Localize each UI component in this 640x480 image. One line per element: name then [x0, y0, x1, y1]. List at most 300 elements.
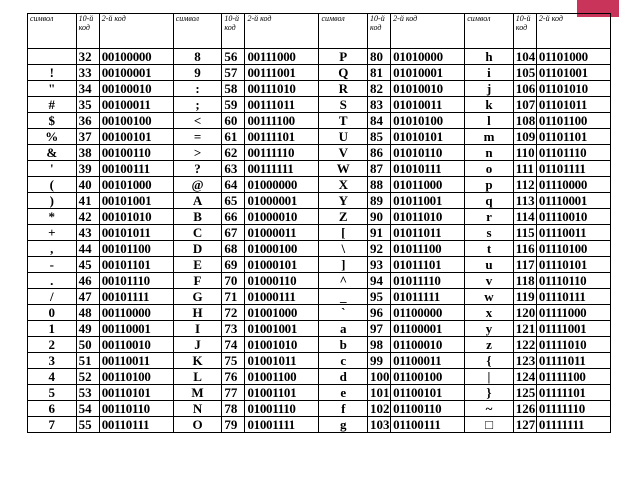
- cell-binary: 01100100: [391, 369, 465, 385]
- cell-symbol: i: [465, 65, 514, 81]
- cell-decimal: 69: [222, 257, 245, 273]
- cell-binary: 01001110: [245, 401, 319, 417]
- header-decimal: 10-й код: [76, 14, 99, 49]
- cell-symbol: ~: [465, 401, 514, 417]
- cell-binary: 01011011: [391, 225, 465, 241]
- cell-binary: 01010100: [391, 113, 465, 129]
- cell-symbol: r: [465, 209, 514, 225]
- cell-symbol: W: [319, 161, 368, 177]
- cell-binary: 01011110: [391, 273, 465, 289]
- cell-binary: 00111111: [245, 161, 319, 177]
- cell-symbol: S: [319, 97, 368, 113]
- cell-decimal: 37: [76, 129, 99, 145]
- cell-binary: 00110011: [99, 353, 173, 369]
- cell-decimal: 68: [222, 241, 245, 257]
- cell-symbol: [: [319, 225, 368, 241]
- cell-symbol: .: [28, 273, 77, 289]
- cell-decimal: 106: [513, 81, 536, 97]
- cell-binary: 01001001: [245, 321, 319, 337]
- cell-decimal: 49: [76, 321, 99, 337]
- cell-symbol: a: [319, 321, 368, 337]
- cell-binary: 00100010: [99, 81, 173, 97]
- cell-symbol: 2: [28, 337, 77, 353]
- cell-symbol: Q: [319, 65, 368, 81]
- table-row: [28, 321, 611, 337]
- cell-symbol: /: [28, 289, 77, 305]
- cell-decimal: 94: [368, 273, 391, 289]
- cell-symbol: □: [465, 417, 514, 433]
- cell-symbol: 5: [28, 385, 77, 401]
- cell-binary: 01101011: [536, 97, 610, 113]
- cell-symbol: (: [28, 177, 77, 193]
- cell-binary: 00101010: [99, 209, 173, 225]
- cell-decimal: 55: [76, 417, 99, 433]
- cell-symbol: E: [173, 257, 222, 273]
- cell-symbol: }: [465, 385, 514, 401]
- cell-decimal: 45: [76, 257, 99, 273]
- cell-binary: 01101111: [536, 161, 610, 177]
- cell-symbol: P: [319, 49, 368, 65]
- cell-binary: 01010010: [391, 81, 465, 97]
- cell-decimal: 42: [76, 209, 99, 225]
- cell-binary: 01100101: [391, 385, 465, 401]
- cell-binary: 01000000: [245, 177, 319, 193]
- cell-decimal: 44: [76, 241, 99, 257]
- cell-decimal: 41: [76, 193, 99, 209]
- cell-symbol: H: [173, 305, 222, 321]
- cell-symbol: 1: [28, 321, 77, 337]
- cell-symbol: @: [173, 177, 222, 193]
- cell-decimal: 119: [513, 289, 536, 305]
- cell-symbol: <: [173, 113, 222, 129]
- cell-symbol: s: [465, 225, 514, 241]
- table-row: [28, 273, 611, 289]
- cell-decimal: 40: [76, 177, 99, 193]
- cell-decimal: 87: [368, 161, 391, 177]
- cell-symbol: ;: [173, 97, 222, 113]
- cell-binary: 00110110: [99, 401, 173, 417]
- cell-symbol: B: [173, 209, 222, 225]
- cell-decimal: 118: [513, 273, 536, 289]
- cell-symbol: &: [28, 145, 77, 161]
- cell-symbol: _: [319, 289, 368, 305]
- cell-decimal: 47: [76, 289, 99, 305]
- cell-binary: 01110000: [536, 177, 610, 193]
- cell-binary: 01011101: [391, 257, 465, 273]
- cell-decimal: 117: [513, 257, 536, 273]
- table-row: [28, 369, 611, 385]
- cell-symbol: [28, 49, 77, 65]
- header-binary: 2-й код: [245, 14, 319, 49]
- cell-decimal: 102: [368, 401, 391, 417]
- cell-decimal: 110: [513, 145, 536, 161]
- cell-decimal: 103: [368, 417, 391, 433]
- cell-symbol: L: [173, 369, 222, 385]
- cell-decimal: 66: [222, 209, 245, 225]
- cell-symbol: b: [319, 337, 368, 353]
- header-symbol: символ: [465, 14, 514, 49]
- table-row: [28, 193, 611, 209]
- cell-symbol: K: [173, 353, 222, 369]
- cell-binary: 00100011: [99, 97, 173, 113]
- cell-binary: 01001101: [245, 385, 319, 401]
- cell-symbol: ]: [319, 257, 368, 273]
- cell-binary: 01101100: [536, 113, 610, 129]
- table-row: [28, 401, 611, 417]
- cell-symbol: X: [319, 177, 368, 193]
- cell-binary: 00110101: [99, 385, 173, 401]
- cell-binary: 01110011: [536, 225, 610, 241]
- table-header-row: [28, 14, 611, 49]
- cell-symbol: ?: [173, 161, 222, 177]
- cell-decimal: 70: [222, 273, 245, 289]
- cell-binary: 01101110: [536, 145, 610, 161]
- cell-symbol: n: [465, 145, 514, 161]
- cell-decimal: 90: [368, 209, 391, 225]
- cell-binary: 01010101: [391, 129, 465, 145]
- cell-decimal: 46: [76, 273, 99, 289]
- cell-symbol: p: [465, 177, 514, 193]
- cell-binary: 01010111: [391, 161, 465, 177]
- cell-decimal: 126: [513, 401, 536, 417]
- cell-binary: 01000011: [245, 225, 319, 241]
- cell-decimal: 124: [513, 369, 536, 385]
- cell-symbol: m: [465, 129, 514, 145]
- header-decimal: 10-й код: [222, 14, 245, 49]
- cell-decimal: 32: [76, 49, 99, 65]
- cell-symbol: ": [28, 81, 77, 97]
- cell-symbol: R: [319, 81, 368, 97]
- cell-symbol: t: [465, 241, 514, 257]
- cell-binary: 01110100: [536, 241, 610, 257]
- cell-binary: 01101000: [536, 49, 610, 65]
- cell-binary: 01000100: [245, 241, 319, 257]
- table-row: [28, 49, 611, 65]
- cell-binary: 00101000: [99, 177, 173, 193]
- cell-symbol: A: [173, 193, 222, 209]
- cell-decimal: 33: [76, 65, 99, 81]
- cell-decimal: 104: [513, 49, 536, 65]
- cell-decimal: 81: [368, 65, 391, 81]
- cell-decimal: 72: [222, 305, 245, 321]
- cell-binary: 01001100: [245, 369, 319, 385]
- cell-symbol: -: [28, 257, 77, 273]
- cell-binary: 01111011: [536, 353, 610, 369]
- cell-symbol: *: [28, 209, 77, 225]
- cell-binary: 01100001: [391, 321, 465, 337]
- cell-decimal: 59: [222, 97, 245, 113]
- cell-binary: 01111000: [536, 305, 610, 321]
- cell-decimal: 63: [222, 161, 245, 177]
- table-row: [28, 257, 611, 273]
- cell-decimal: 36: [76, 113, 99, 129]
- cell-decimal: 123: [513, 353, 536, 369]
- table-row: [28, 353, 611, 369]
- cell-symbol: y: [465, 321, 514, 337]
- header-symbol: символ: [319, 14, 368, 49]
- header-symbol: символ: [28, 14, 77, 49]
- cell-binary: 01001010: [245, 337, 319, 353]
- header-symbol: символ: [173, 14, 222, 49]
- cell-binary: 01110111: [536, 289, 610, 305]
- cell-binary: 01111001: [536, 321, 610, 337]
- cell-binary: 01101010: [536, 81, 610, 97]
- cell-binary: 01100111: [391, 417, 465, 433]
- cell-binary: 01100110: [391, 401, 465, 417]
- table-row: [28, 209, 611, 225]
- cell-decimal: 82: [368, 81, 391, 97]
- cell-decimal: 43: [76, 225, 99, 241]
- cell-symbol: >: [173, 145, 222, 161]
- cell-binary: 01000010: [245, 209, 319, 225]
- cell-decimal: 92: [368, 241, 391, 257]
- cell-decimal: 53: [76, 385, 99, 401]
- cell-decimal: 56: [222, 49, 245, 65]
- cell-decimal: 83: [368, 97, 391, 113]
- cell-symbol: v: [465, 273, 514, 289]
- cell-binary: 01000101: [245, 257, 319, 273]
- cell-decimal: 125: [513, 385, 536, 401]
- cell-decimal: 101: [368, 385, 391, 401]
- cell-decimal: 120: [513, 305, 536, 321]
- cell-decimal: 75: [222, 353, 245, 369]
- cell-decimal: 77: [222, 385, 245, 401]
- cell-binary: 01000110: [245, 273, 319, 289]
- cell-symbol: O: [173, 417, 222, 433]
- cell-binary: 00101111: [99, 289, 173, 305]
- cell-symbol: I: [173, 321, 222, 337]
- cell-decimal: 51: [76, 353, 99, 369]
- cell-binary: 01001011: [245, 353, 319, 369]
- cell-decimal: 74: [222, 337, 245, 353]
- cell-symbol: Z: [319, 209, 368, 225]
- cell-binary: 01010011: [391, 97, 465, 113]
- cell-decimal: 88: [368, 177, 391, 193]
- table-body: [28, 49, 611, 433]
- cell-symbol: |: [465, 369, 514, 385]
- cell-binary: 01111110: [536, 401, 610, 417]
- cell-decimal: 78: [222, 401, 245, 417]
- table-row: [28, 129, 611, 145]
- cell-binary: 00111110: [245, 145, 319, 161]
- cell-binary: 00111101: [245, 129, 319, 145]
- cell-binary: 00110000: [99, 305, 173, 321]
- cell-decimal: 62: [222, 145, 245, 161]
- cell-decimal: 54: [76, 401, 99, 417]
- cell-decimal: 111: [513, 161, 536, 177]
- cell-symbol: V: [319, 145, 368, 161]
- cell-symbol: %: [28, 129, 77, 145]
- cell-symbol: C: [173, 225, 222, 241]
- cell-symbol: 4: [28, 369, 77, 385]
- header-binary: 2-й код: [99, 14, 173, 49]
- cell-symbol: o: [465, 161, 514, 177]
- cell-symbol: T: [319, 113, 368, 129]
- cell-binary: 00100110: [99, 145, 173, 161]
- cell-binary: 01100011: [391, 353, 465, 369]
- table-row: [28, 241, 611, 257]
- cell-decimal: 96: [368, 305, 391, 321]
- cell-symbol: x: [465, 305, 514, 321]
- cell-symbol: g: [319, 417, 368, 433]
- cell-decimal: 107: [513, 97, 536, 113]
- cell-decimal: 97: [368, 321, 391, 337]
- cell-decimal: 109: [513, 129, 536, 145]
- cell-binary: 01011010: [391, 209, 465, 225]
- cell-symbol: c: [319, 353, 368, 369]
- cell-decimal: 58: [222, 81, 245, 97]
- cell-decimal: 91: [368, 225, 391, 241]
- cell-binary: 01010001: [391, 65, 465, 81]
- cell-symbol: q: [465, 193, 514, 209]
- cell-binary: 00111100: [245, 113, 319, 129]
- table-row: [28, 81, 611, 97]
- cell-symbol: :: [173, 81, 222, 97]
- cell-decimal: 113: [513, 193, 536, 209]
- cell-binary: 01010110: [391, 145, 465, 161]
- table-row: [28, 289, 611, 305]
- cell-symbol: #: [28, 97, 77, 113]
- cell-symbol: f: [319, 401, 368, 417]
- cell-symbol: e: [319, 385, 368, 401]
- cell-symbol: D: [173, 241, 222, 257]
- cell-decimal: 116: [513, 241, 536, 257]
- cell-decimal: 38: [76, 145, 99, 161]
- cell-binary: 01000111: [245, 289, 319, 305]
- cell-decimal: 35: [76, 97, 99, 113]
- cell-binary: 01001000: [245, 305, 319, 321]
- cell-decimal: 57: [222, 65, 245, 81]
- table-row: [28, 385, 611, 401]
- cell-binary: 00101100: [99, 241, 173, 257]
- cell-decimal: 71: [222, 289, 245, 305]
- cell-binary: 00110001: [99, 321, 173, 337]
- cell-binary: 00100101: [99, 129, 173, 145]
- cell-binary: 01010000: [391, 49, 465, 65]
- cell-binary: 01111111: [536, 417, 610, 433]
- cell-symbol: F: [173, 273, 222, 289]
- cell-decimal: 64: [222, 177, 245, 193]
- cell-decimal: 60: [222, 113, 245, 129]
- cell-binary: 00100000: [99, 49, 173, 65]
- cell-symbol: ^: [319, 273, 368, 289]
- cell-decimal: 50: [76, 337, 99, 353]
- cell-decimal: 52: [76, 369, 99, 385]
- cell-binary: 01110001: [536, 193, 610, 209]
- cell-decimal: 122: [513, 337, 536, 353]
- cell-symbol: Y: [319, 193, 368, 209]
- cell-symbol: l: [465, 113, 514, 129]
- cell-decimal: 89: [368, 193, 391, 209]
- cell-binary: 01111101: [536, 385, 610, 401]
- cell-decimal: 114: [513, 209, 536, 225]
- cell-decimal: 85: [368, 129, 391, 145]
- cell-decimal: 76: [222, 369, 245, 385]
- cell-decimal: 86: [368, 145, 391, 161]
- cell-binary: 01100000: [391, 305, 465, 321]
- cell-symbol: 6: [28, 401, 77, 417]
- cell-symbol: z: [465, 337, 514, 353]
- table-row: [28, 113, 611, 129]
- cell-decimal: 39: [76, 161, 99, 177]
- table-row: [28, 145, 611, 161]
- cell-decimal: 67: [222, 225, 245, 241]
- cell-symbol: `: [319, 305, 368, 321]
- cell-decimal: 34: [76, 81, 99, 97]
- cell-symbol: =: [173, 129, 222, 145]
- cell-binary: 01000001: [245, 193, 319, 209]
- cell-symbol: J: [173, 337, 222, 353]
- table-row: [28, 97, 611, 113]
- cell-symbol: !: [28, 65, 77, 81]
- cell-binary: 01101101: [536, 129, 610, 145]
- cell-decimal: 79: [222, 417, 245, 433]
- cell-binary: 01011111: [391, 289, 465, 305]
- cell-binary: 01011001: [391, 193, 465, 209]
- cell-binary: 00100111: [99, 161, 173, 177]
- cell-binary: 01110110: [536, 273, 610, 289]
- cell-symbol: {: [465, 353, 514, 369]
- cell-binary: 01111100: [536, 369, 610, 385]
- cell-binary: 01101001: [536, 65, 610, 81]
- cell-binary: 00101101: [99, 257, 173, 273]
- cell-binary: 00100100: [99, 113, 173, 129]
- cell-binary: 00101001: [99, 193, 173, 209]
- cell-symbol: \: [319, 241, 368, 257]
- cell-binary: 00110010: [99, 337, 173, 353]
- cell-decimal: 48: [76, 305, 99, 321]
- cell-symbol: j: [465, 81, 514, 97]
- cell-binary: 00111000: [245, 49, 319, 65]
- cell-binary: 01011100: [391, 241, 465, 257]
- cell-symbol: d: [319, 369, 368, 385]
- cell-binary: 01110010: [536, 209, 610, 225]
- cell-decimal: 112: [513, 177, 536, 193]
- cell-decimal: 108: [513, 113, 536, 129]
- cell-symbol: U: [319, 129, 368, 145]
- cell-decimal: 121: [513, 321, 536, 337]
- header-binary: 2-й код: [536, 14, 610, 49]
- cell-binary: 01111010: [536, 337, 610, 353]
- cell-symbol: 7: [28, 417, 77, 433]
- table-row: [28, 337, 611, 353]
- cell-binary: 00111010: [245, 81, 319, 97]
- table-row: [28, 177, 611, 193]
- cell-symbol: ): [28, 193, 77, 209]
- cell-decimal: 61: [222, 129, 245, 145]
- cell-symbol: k: [465, 97, 514, 113]
- cell-decimal: 65: [222, 193, 245, 209]
- header-binary: 2-й код: [391, 14, 465, 49]
- table-row: [28, 65, 611, 81]
- cell-decimal: 98: [368, 337, 391, 353]
- cell-decimal: 95: [368, 289, 391, 305]
- cell-binary: 01100010: [391, 337, 465, 353]
- cell-symbol: ,: [28, 241, 77, 257]
- cell-symbol: $: [28, 113, 77, 129]
- cell-symbol: 3: [28, 353, 77, 369]
- cell-binary: 00110111: [99, 417, 173, 433]
- table-row: [28, 225, 611, 241]
- cell-binary: 01110101: [536, 257, 610, 273]
- cell-binary: 00111011: [245, 97, 319, 113]
- cell-symbol: 0: [28, 305, 77, 321]
- cell-symbol: ': [28, 161, 77, 177]
- cell-binary: 00110100: [99, 369, 173, 385]
- cell-symbol: w: [465, 289, 514, 305]
- cell-symbol: G: [173, 289, 222, 305]
- cell-decimal: 84: [368, 113, 391, 129]
